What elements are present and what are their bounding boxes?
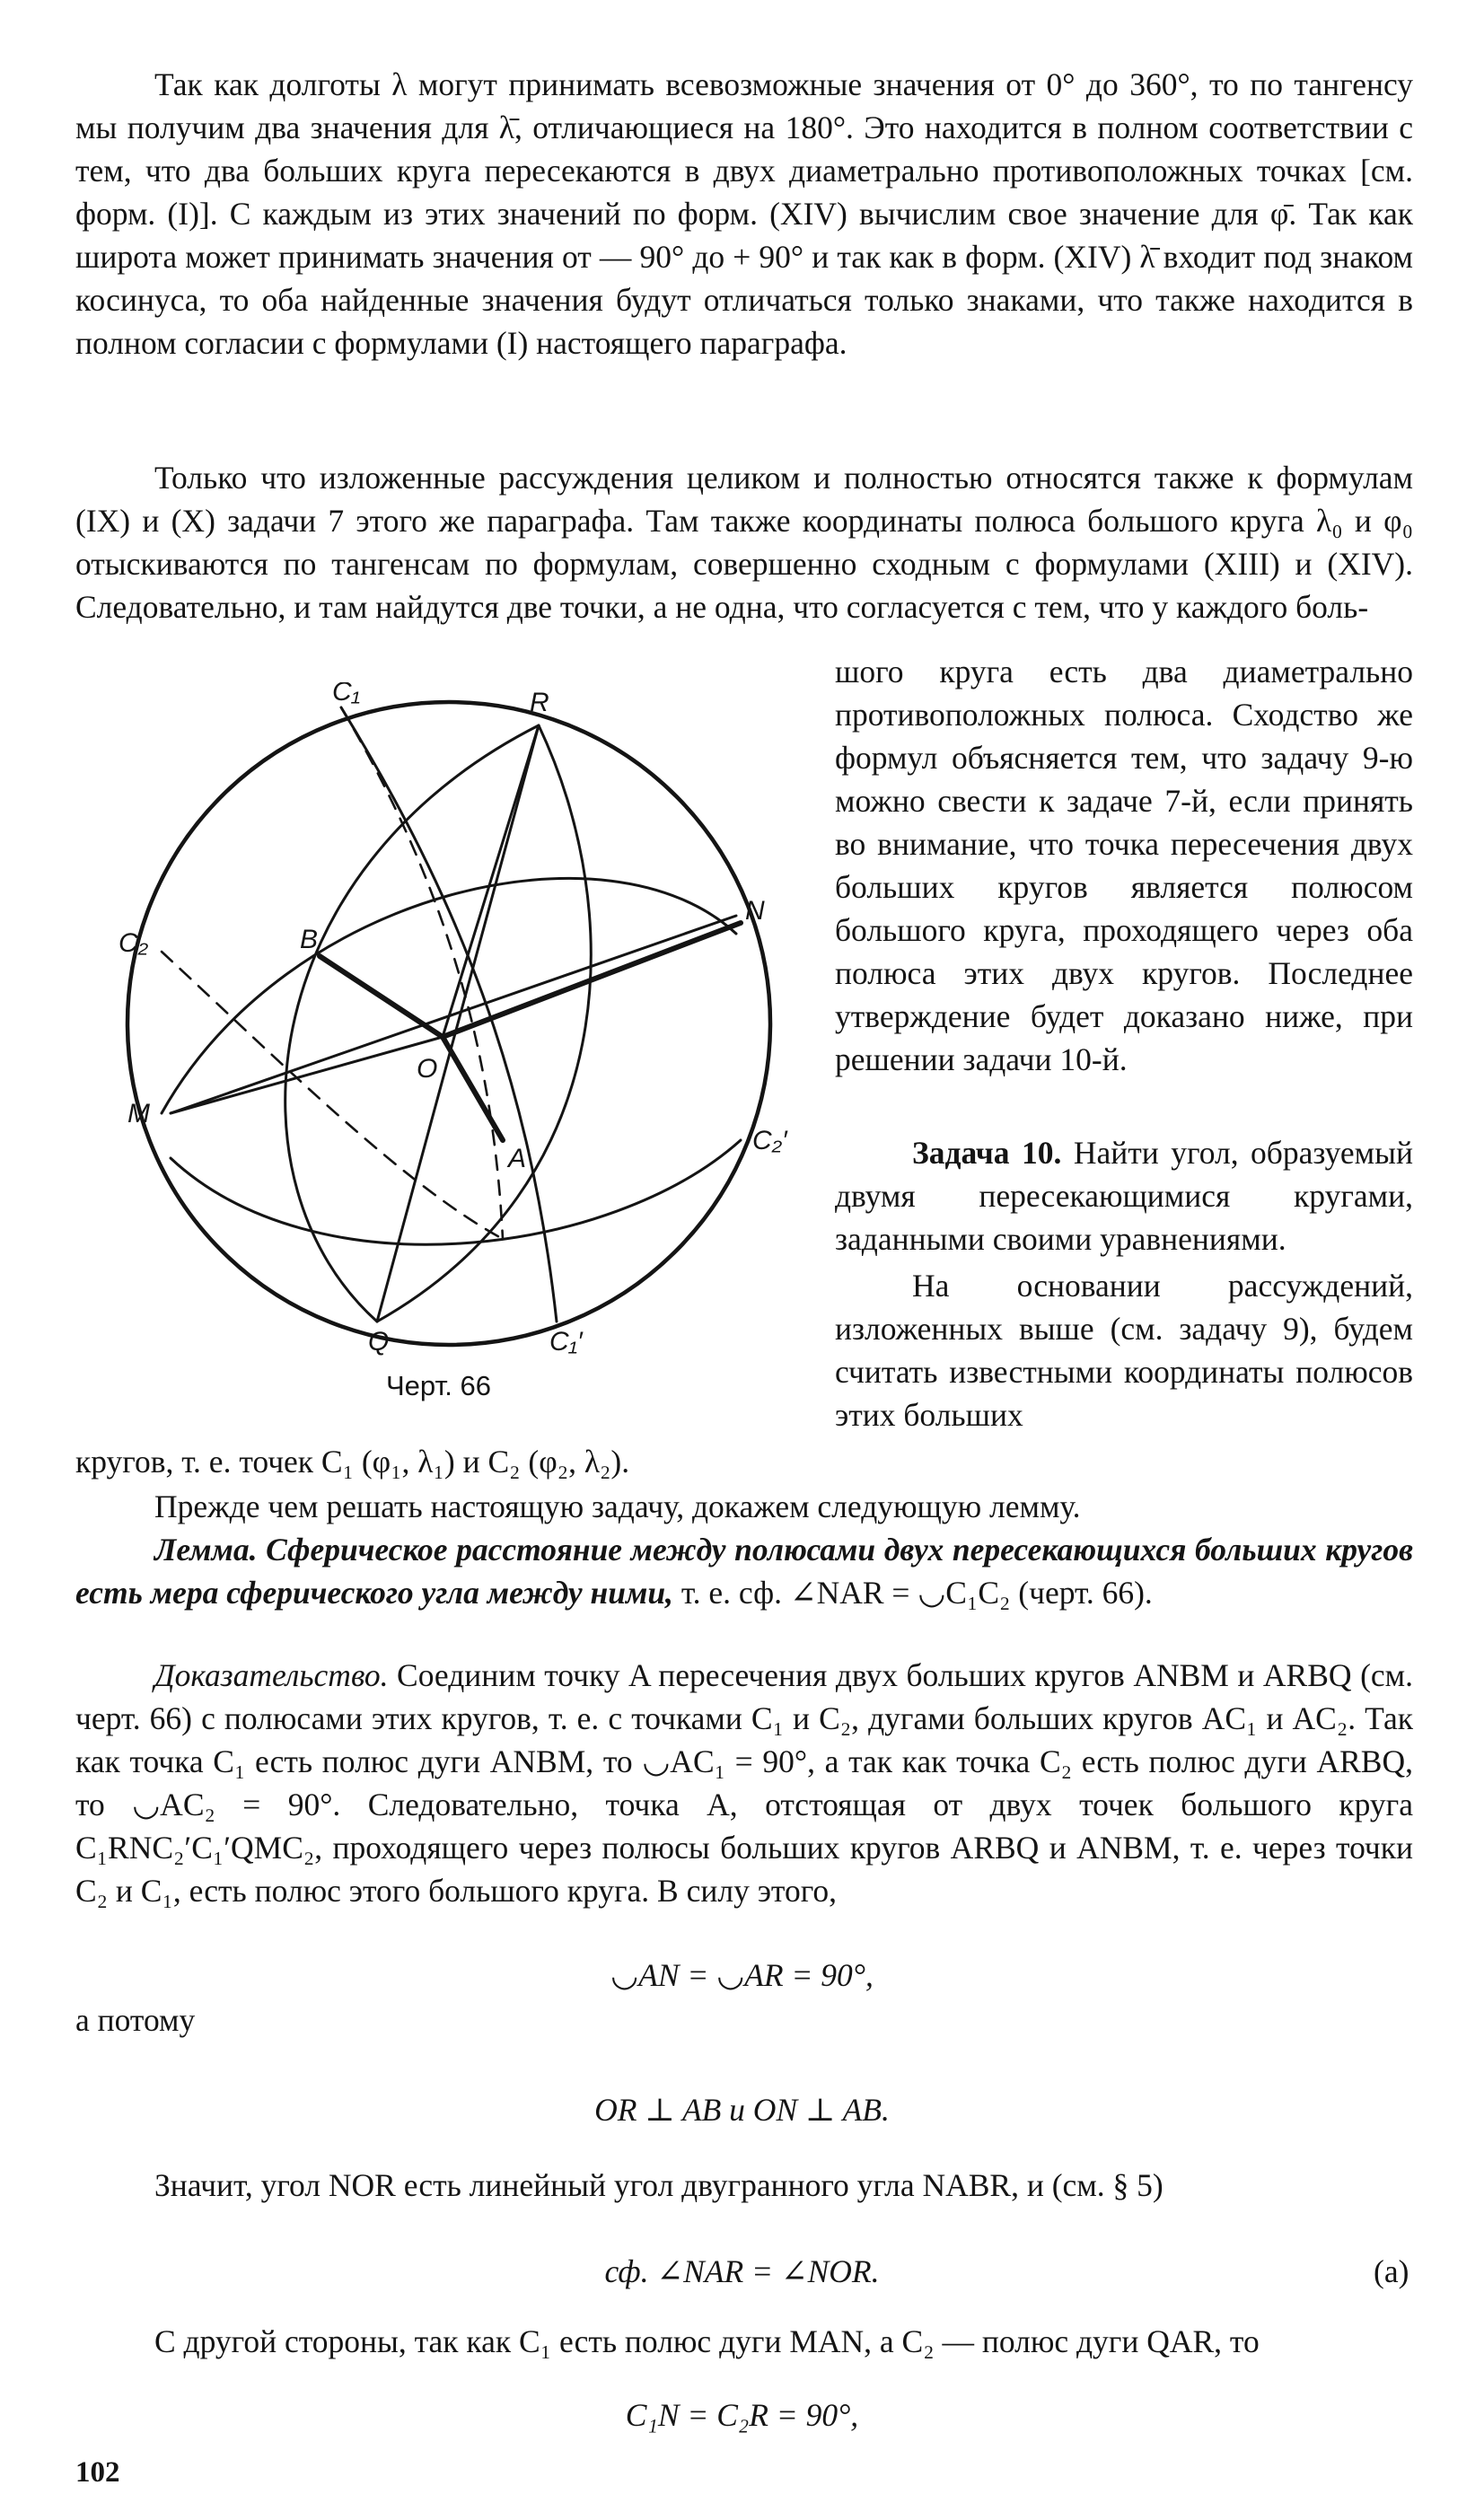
lemma-tail: т. е. сф. ∠NAR = ◡C₁C₂ (черт. 66). xyxy=(672,1575,1153,1611)
paragraph-3: На основании рассуждений, изложенных выше (см. задачу 9), будем считать известными координаты полюсов этих больших xyxy=(835,1268,1413,1433)
arc-great-circle-2 xyxy=(171,1140,741,1244)
paragraph-3-tail: кругов, т. е. точек C₁ (φ₁, λ₁) и C₂ (φ₂, λ₂). xyxy=(75,1444,630,1480)
segment-o-b xyxy=(320,956,443,1037)
label-q: Q xyxy=(368,1327,390,1357)
equation-perpendicular: OR ⊥ AB и ON ⊥ AB. xyxy=(594,2092,890,2128)
paragraph-4: Прежде чем решать настоящую задачу, докажем следующую лемму. xyxy=(154,1488,1081,1524)
equation-arcs: ◡AN = ◡AR = 90°, xyxy=(610,1957,874,1993)
arc-dashed-c2-a xyxy=(162,952,503,1239)
text-a-potomu: а потому xyxy=(75,2002,196,2038)
equation-angle: сф. ∠NAR = ∠NOR. xyxy=(604,2253,880,2289)
label-c2: C₂ xyxy=(119,928,149,958)
label-m: M xyxy=(127,1099,150,1128)
segment-o-a xyxy=(443,1037,503,1140)
lemma-text: Сферическое расстояние между полюсами двух пересекающихся больших кругов есть мера сферического угла между ними, xyxy=(75,1532,1413,1611)
proof-label: Доказательство. xyxy=(154,1657,389,1693)
paragraph-6: С другой стороны, так как C₁ есть полюс дуги MAN, а C₂ — полюс дуги QAR, то xyxy=(154,2323,1260,2359)
task-10-statement xyxy=(835,1131,1413,1260)
label-o: O xyxy=(417,1054,438,1084)
equation-label-a: (a) xyxy=(1374,2253,1409,2289)
label-c1: C₁ xyxy=(332,682,361,707)
task-10-label: Задача 10. xyxy=(912,1135,1062,1171)
segment-o-m xyxy=(171,1037,443,1113)
label-c1-prime: C₁′ xyxy=(549,1327,583,1357)
proof xyxy=(75,1654,1413,1912)
label-a: A xyxy=(508,1144,527,1173)
label-b: B xyxy=(300,925,319,954)
great-circle-outline xyxy=(127,702,770,1345)
lemma xyxy=(75,1528,1413,1614)
figure-66-diagram xyxy=(108,682,790,1365)
label-c2-prime: C₂′ xyxy=(752,1126,787,1155)
paragraph-2: Только что изложенные рассуждения целиком и полностью относятся также к формулам (IX) и (X) задачи 7 этого же параграфа. Там также координаты полюса большого круга λ₀ и φ₀ отыскиваются по тангенсам по формулам, совершенно сходным с формулами (XIII) и (XIV). Следовательно, и там найдутся две точки, а не одна, что согласуется с тем, что у каждого боль- xyxy=(75,460,1413,625)
arc-great-circle-3 xyxy=(285,725,539,1322)
figure-caption: Черт. 66 xyxy=(386,1370,491,1401)
label-n: N xyxy=(745,896,765,926)
page-number: 102 xyxy=(75,2456,120,2489)
paragraph-2-continuation: шого круга есть два диаметрально противоположных полюса. Сходство же формул объясняется тем, что задачу 9-ю можно свести к задаче 7-й, если принять во внимание, что точка пересечения двух больших кругов является полюсом большого круга, проходящего через оба полюса этих двух кругов. Последнее утверждение будет доказано ниже, при решении задачи 10-й. xyxy=(835,654,1413,1077)
paragraph-5: Значит, угол NOR есть линейный угол двугранного угла NABR, и (см. § 5) xyxy=(154,2167,1163,2203)
lemma-label: Лемма. xyxy=(154,1532,258,1568)
line-m-n xyxy=(171,916,736,1113)
proof-text: Соединим точку A пересечения двух больших кругов ANBM и ARBQ (см. черт. 66) с полюсами этих кругов, т. е. с точками C₁ и C₂, дугами больших кругов AC₁ и AC₂. Так как точка C₁ есть полюс дуги ANBM, то ◡AC₁ = 90°, а так как точка C₂ есть полюс дуги ARBQ, то ◡AC₂ = 90°. Следовательно, точка A, отстоящая от двух точек большого круга C₁RNC₂′C₁′QMC₂, проходящего через полюсы больших кругов ARBQ и ANBM, т. е. через точки C₂ и C₁, есть полюс этого большого круга. В силу этого, xyxy=(75,1657,1413,1909)
equation-c1n: C₁N = C₂R = 90°, xyxy=(625,2397,859,2433)
paragraph-1: Так как долготы λ могут принимать всевозможные значения от 0° до 360°, то по тангенсу мы получим два значения для λ̄, отличающиеся на 180°. Это находится в полном соответствии с тем, что два больших круга пересекаются в двух диаметрально противоположных точках [см. форм. (I)]. С каждым из этих значений по форм. (XIV) вычислим свое значение для φ̄. Так как широта может принимать значения от — 90° до + 90° и так как в форм. (XIV) λ̄ входит под знаком косинуса, то оба найденные значения будут отличаться только знаками, что также находится в полном согласии с формулами (I) настоящего параграфа. xyxy=(75,66,1413,361)
task-10-text: Найти угол, образуемый двумя пересекающимися кругами, заданными своими уравнениями. xyxy=(835,1135,1413,1257)
label-r: R xyxy=(530,688,549,717)
